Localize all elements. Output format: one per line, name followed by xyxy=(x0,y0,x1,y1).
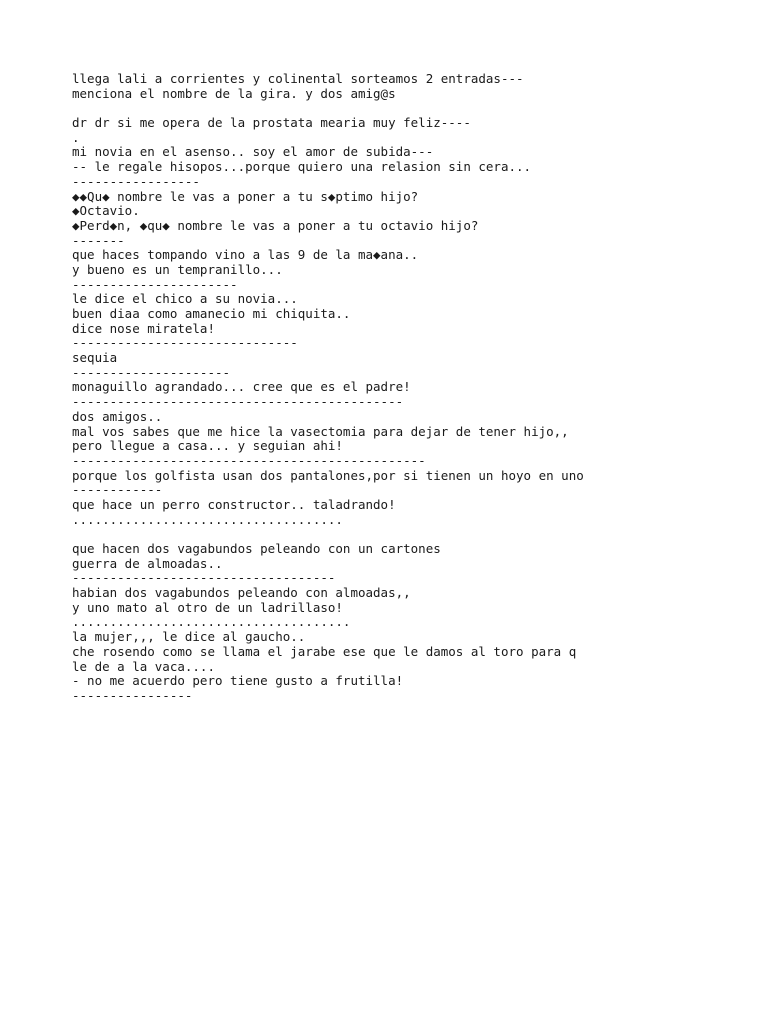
text-line xyxy=(72,101,752,116)
text-line xyxy=(72,527,752,542)
text-line: le de a la vaca.... xyxy=(72,658,215,674)
text-line: pero llegue a casa... y seguian ahi! xyxy=(72,438,343,454)
text-line: y uno mato al otro de un ladrillaso! xyxy=(72,599,343,615)
separator-line: ------------------------------ xyxy=(72,335,298,351)
separator-line: ---------------------- xyxy=(72,276,238,292)
text-line: ◆◆Qu◆ nombre le vas a poner a tu s◆ptimo hijo? xyxy=(72,188,419,204)
text-line: dice nose miratela! xyxy=(72,320,215,336)
text-line: menciona el nombre de la gira. y dos amig@s xyxy=(72,85,396,101)
separator-line: .................................... xyxy=(72,511,343,527)
separator-line: ---------------- xyxy=(72,687,193,703)
text-line: monaguillo agrandado... cree que es el padre! xyxy=(72,379,411,395)
text-line: llega lali a corrientes y colinental sorteamos 2 entradas--- xyxy=(72,71,524,86)
separator-line: ------- xyxy=(72,232,125,248)
text-line: sequia xyxy=(72,350,118,366)
text-line: - no me acuerdo pero tiene gusto a frutilla! xyxy=(72,673,404,689)
text-line: dos amigos.. xyxy=(72,408,163,424)
separator-line: ----------------- xyxy=(72,173,200,189)
separator-line: ------------ xyxy=(72,482,163,498)
text-line: y bueno es un tempranillo... xyxy=(72,261,283,277)
text-line: habian dos vagabundos peleando con almoadas,, xyxy=(72,585,411,601)
text-line: ◆Perd◆n, ◆qu◆ nombre le vas a poner a tu octavio hijo? xyxy=(72,217,479,233)
text-line: que hacen dos vagabundos peleando con un cartones xyxy=(72,541,441,556)
text-line: mal vos sabes que me hice la vasectomia para dejar de tener hijo,, xyxy=(72,423,569,439)
text-line: guerra de almoadas.. xyxy=(72,555,223,571)
separator-line: ..................................... xyxy=(72,614,351,630)
separator-line: ----------------------------------------------- xyxy=(72,452,426,468)
text-line: que haces tompando vino a las 9 de la ma◆ana.. xyxy=(72,247,419,263)
separator-line: ----------------------------------- xyxy=(72,570,336,586)
text-line: -- le regale hisopos...porque quiero una relasion sin cera... xyxy=(72,159,532,175)
text-line: che rosendo como se llama el jarabe ese que le damos al toro para q xyxy=(72,643,577,659)
text-line: dr dr si me opera de la prostata mearia muy feliz---- xyxy=(72,115,471,131)
text-line: porque los golfista usan dos pantalones,por si tienen un hoyo en uno xyxy=(72,467,584,483)
separator-line: -------------------------------------------- xyxy=(72,394,404,410)
text-line: le dice el chico a su novia... xyxy=(72,291,298,307)
text-line: . xyxy=(72,129,80,145)
document-text xyxy=(72,72,752,704)
text-line: mi novia en el asenso.. soy el amor de subida--- xyxy=(72,144,434,160)
separator-line: --------------------- xyxy=(72,364,231,380)
text-line: ◆Octavio. xyxy=(72,203,140,219)
text-line: buen diaa como amanecio mi chiquita.. xyxy=(72,306,351,321)
text-line: que hace un perro constructor.. taladrando! xyxy=(72,496,396,512)
text-line: la mujer,,, le dice al gaucho.. xyxy=(72,629,306,645)
